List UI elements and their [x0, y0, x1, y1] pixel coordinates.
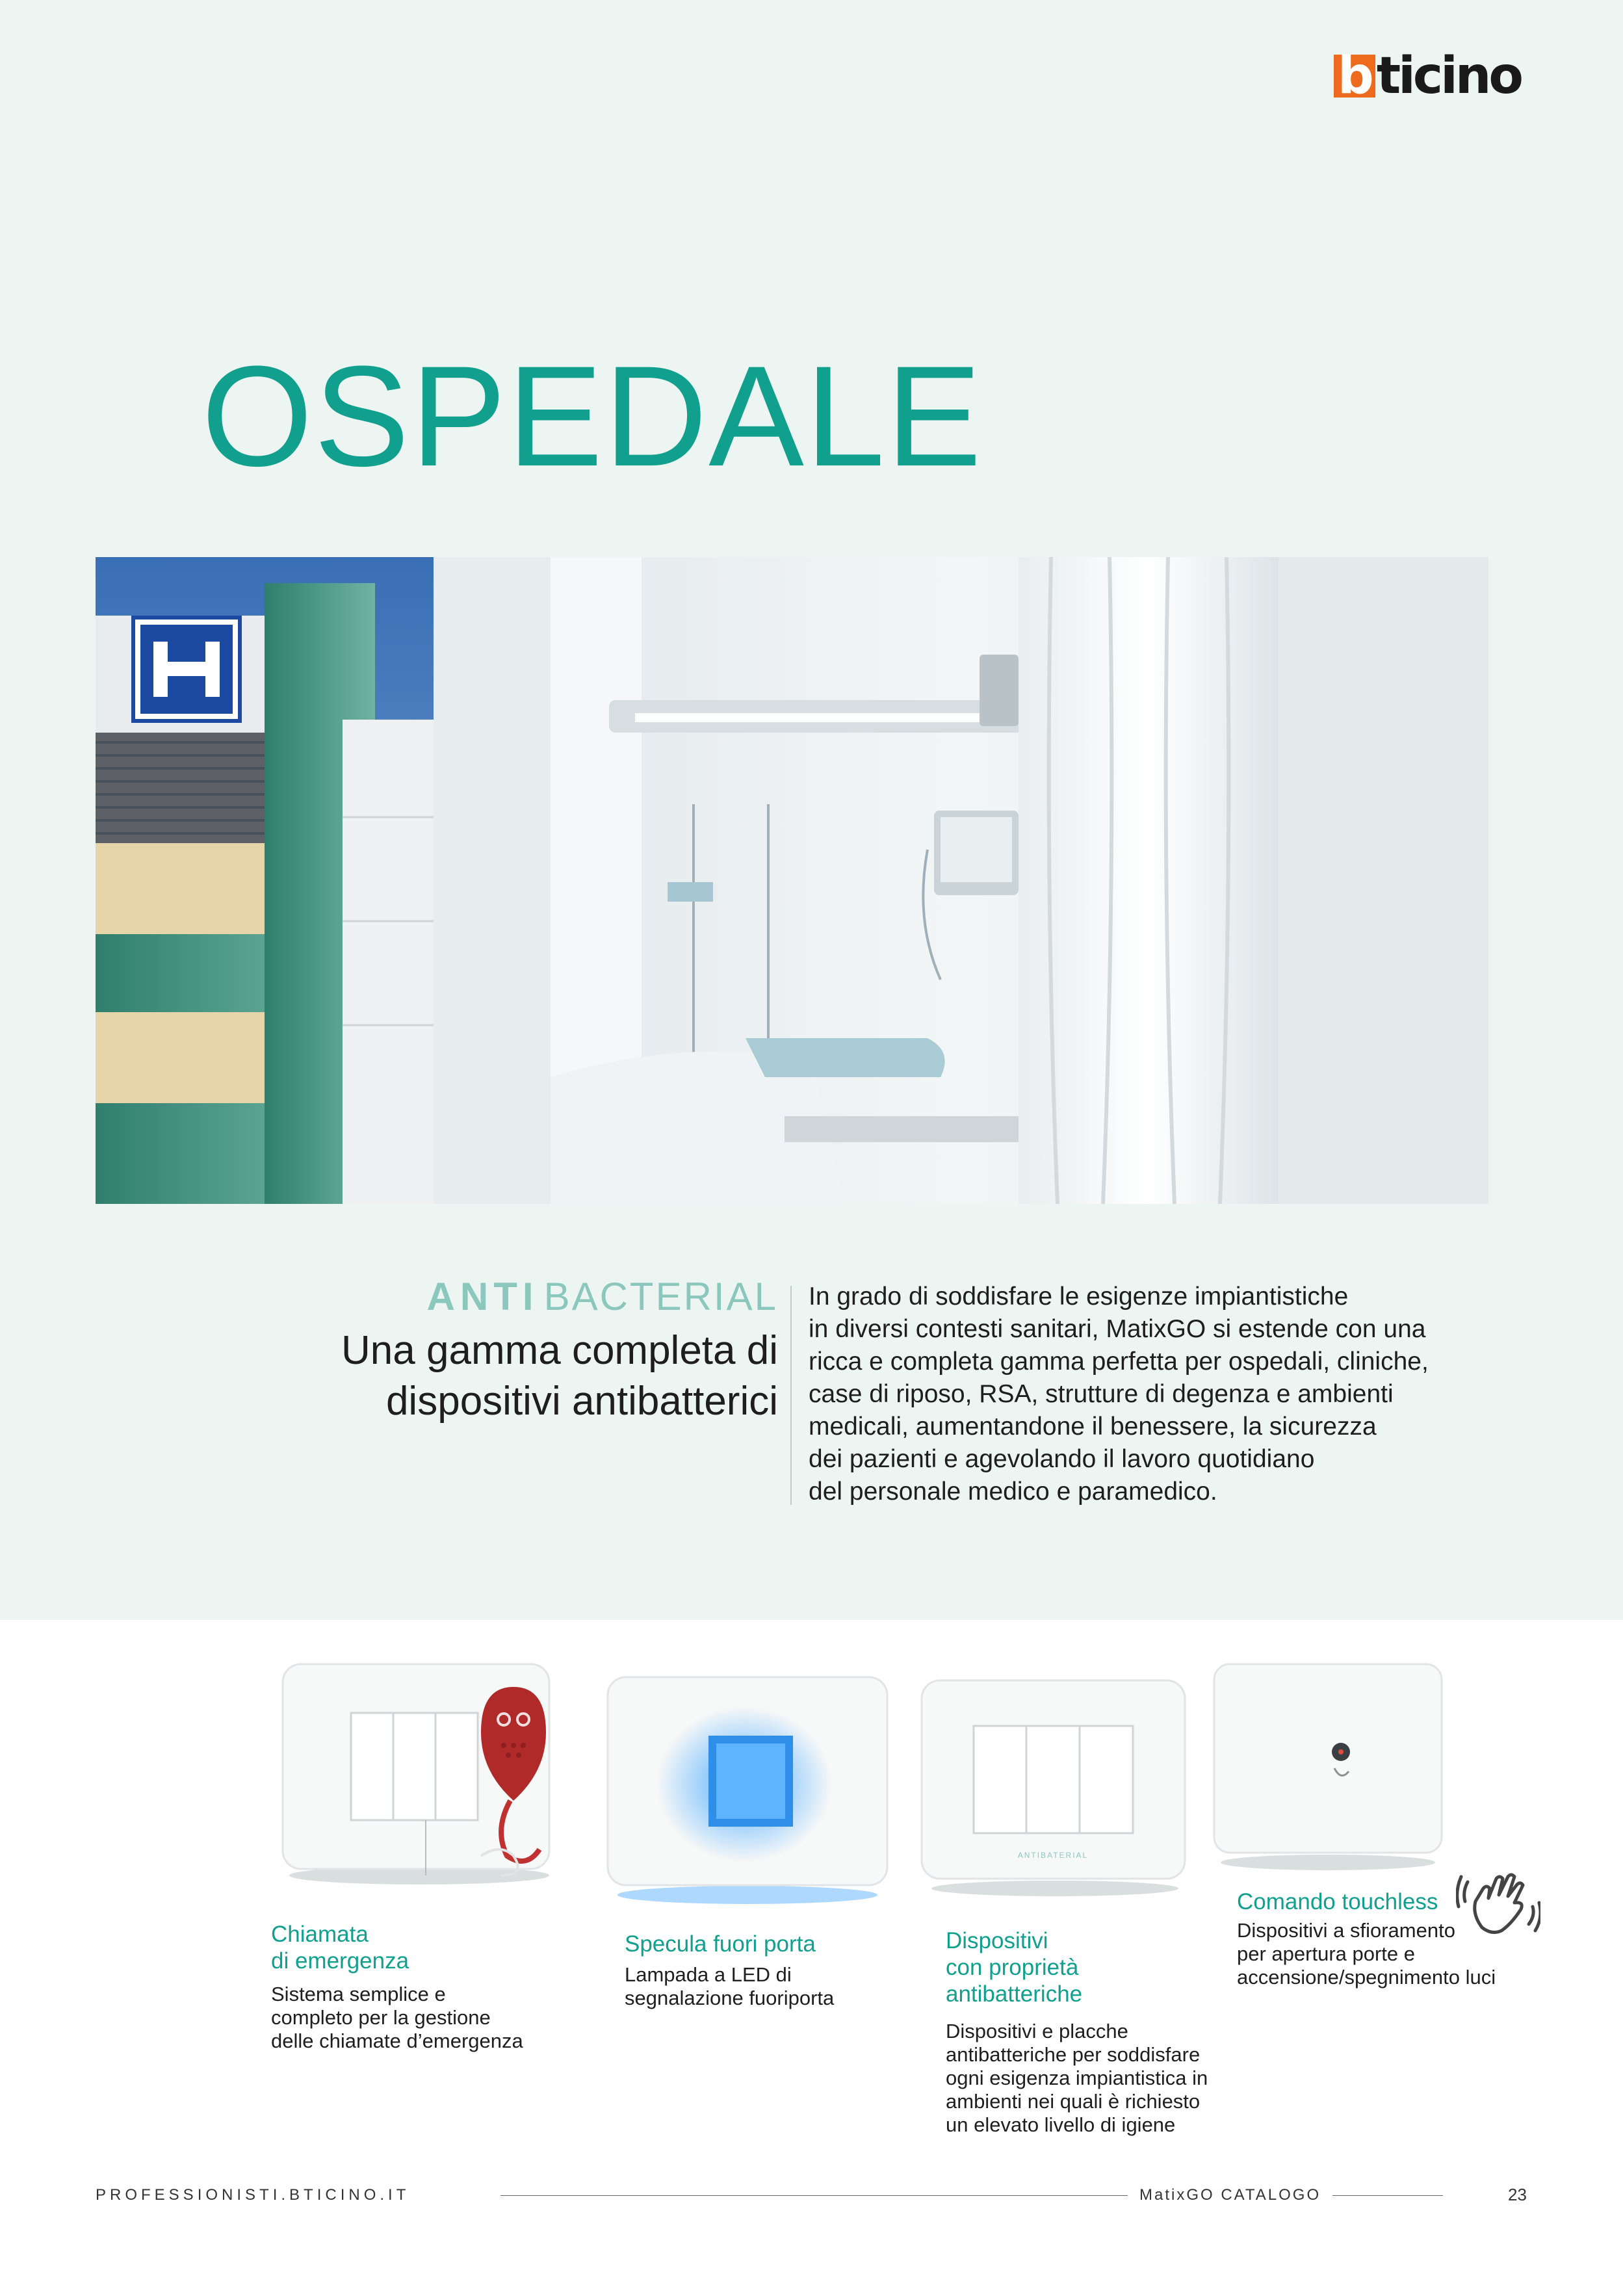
vertical-divider [790, 1286, 792, 1505]
page-title: OSPEDALE [201, 336, 983, 496]
footer-catalog-name: MatixGO CATALOGO [1139, 2186, 1321, 2204]
product-touchless-command [1211, 1661, 1445, 1872]
feature-desc-antibacterial: Dispositivi e placche antibatteriche per soddisfare ogni esigenza impiantistica in ambienti nei quali è richiesto un elevato livello di igiene [946, 2020, 1208, 2136]
feature-title-antibacterial: Dispositivi con proprietà antibatteriche [946, 1928, 1083, 2007]
feature-title-led-door: Specula fuori porta [625, 1931, 816, 1957]
feature-title-touchless: Comando touchless [1237, 1889, 1438, 1914]
feature-desc-touchless: Dispositivi a sfioramento per apertura porte e accensione/spegnimento luci [1237, 1919, 1496, 1989]
footer-divider-left [500, 2195, 1128, 2196]
page-number: 23 [1508, 2185, 1527, 2204]
bticino-logo: b ticino [1334, 53, 1521, 99]
antibacterial-label: ANTI BACTERIAL [426, 1275, 778, 1318]
intro-heading-block [341, 1277, 778, 1426]
feature-title-emergency: Chiamata di emergenza [271, 1922, 409, 1974]
antibacterial-plate-label: ANTIBATERIAL [1017, 1851, 1089, 1860]
hand-wave-icon [1456, 1862, 1540, 1947]
product-emergency-call [279, 1661, 559, 1885]
intro-subtitle: Una gamma completa di dispositivi antibatterici [341, 1328, 778, 1424]
product-led-door-light [604, 1674, 890, 1908]
feature-desc-led-door: Lampada a LED di segnalazione fuoriporta [625, 1963, 835, 2009]
product-antibacterial-plate [918, 1677, 1191, 1898]
feature-desc-emergency: Sistema semplice e completo per la gestione delle chiamate d’emergenza [271, 1983, 523, 2052]
intro-body: In grado di soddisfare le esigenze impiantistiche in diversi contesti sanitari, MatixGO si estende con una ricca e completa gamma perfetta per ospedali, cliniche, case di riposo, RSA, strutture di degenza e ambienti medicali, aumentandone il benessere, la sicurezza dei pazienti e agevolando il lavoro quotidiano del personale medico e paramedico. [809, 1283, 1429, 1506]
footer-website: PROFESSIONISTI.BTICINO.IT [96, 2186, 410, 2204]
footer-divider-right [1332, 2195, 1443, 2196]
hero-image [96, 557, 1488, 1204]
